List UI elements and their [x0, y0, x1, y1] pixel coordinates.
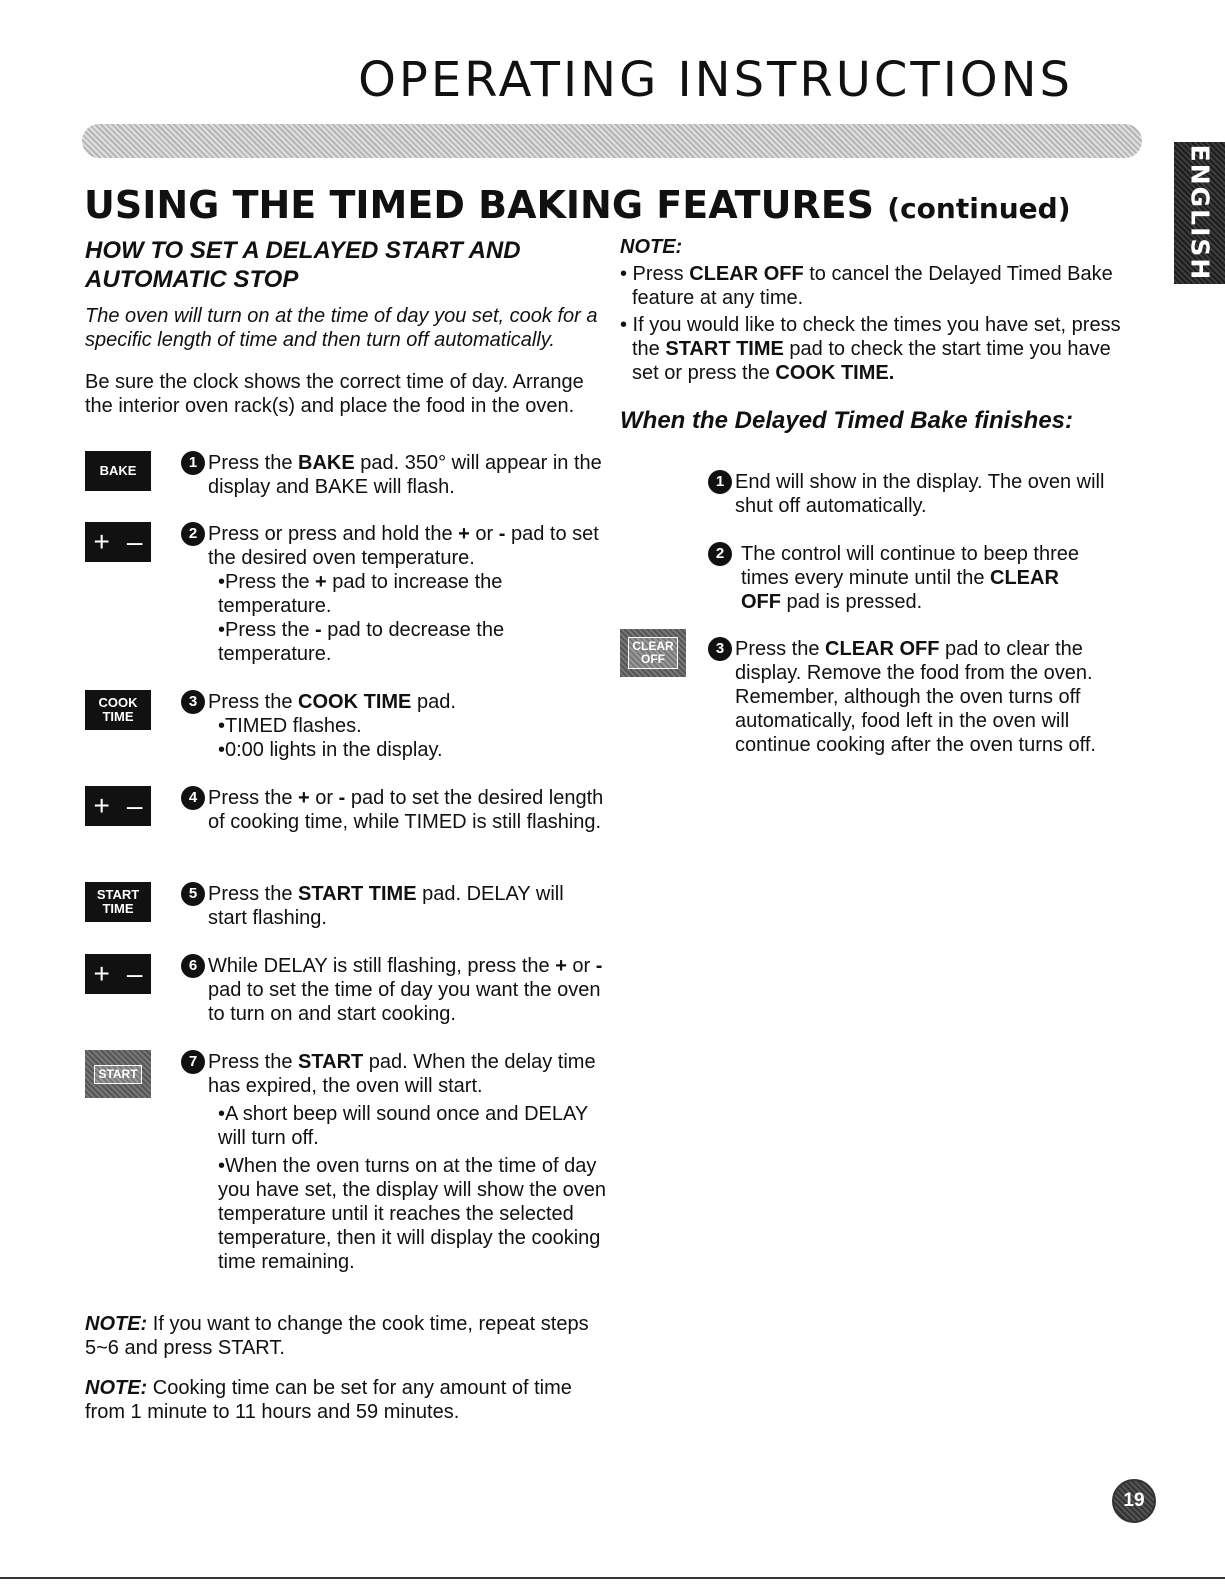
step-number: 1	[708, 470, 732, 494]
start-time-pad-icon: START TIME	[85, 882, 151, 922]
plus-minus-pad-icon: + –	[85, 522, 151, 562]
step-number: 6	[181, 954, 205, 978]
step-text: While DELAY is still flashing, press the + or - pad to set the time of day you want the oven to turn on and start cooking.	[208, 955, 603, 1025]
cook-time-pad-icon: COOK TIME	[85, 690, 151, 730]
bottom-rule	[0, 1577, 1225, 1579]
right-column	[620, 236, 1130, 756]
header-decorative-bar	[82, 124, 1142, 158]
plus-minus-pad-icon: + –	[85, 786, 151, 826]
right-note-label: NOTE:	[620, 236, 683, 258]
step-bullet: •TIMED flashes.	[218, 715, 362, 737]
step-number: 2	[181, 522, 205, 546]
step-text: End will show in the display. The oven will shut off automatically.	[735, 471, 1105, 517]
step-text: Press the CLEAR OFF pad to clear the display. Remove the food from the oven. Remember, although the oven turns off automatically, food left in the oven will continue cooking after the oven turns off.	[735, 638, 1096, 756]
note-cooking-time-range: NOTE: Cooking time can be set for any amount of time from 1 minute to 11 hours and 59 minutes.	[85, 1377, 572, 1423]
right-note-bullet: • If you would like to check the times you have set, press the START TIME pad to check the start time you have set or press the COOK TIME.	[620, 314, 1121, 384]
step-text: Press the COOK TIME pad. •TIMED flashes. •0:00 lights in the display.	[208, 690, 608, 762]
subheading: HOW TO SET A DELAYED START AND AUTOMATIC STOP	[85, 237, 521, 293]
step-number: 3	[708, 637, 732, 661]
step-bullet: •Press the + pad to increase the temperature.	[218, 571, 503, 617]
step-text: Press the + or - pad to set the desired length of cooking time, while TIMED is still flashing.	[208, 787, 604, 833]
step-text: Press the START pad. When the delay time has expired, the oven will start. •A short beep will sound once and DELAY will turn off. •When the oven turns on at the time of day you have set, the display will show the oven temperature until it reaches the selected temperature, then it will display the cooking time remaining.	[208, 1051, 606, 1273]
body-text: Be sure the clock shows the correct time of day. Arrange the interior oven rack(s) and place the food in the oven.	[85, 371, 584, 417]
finish-heading: When the Delayed Timed Bake finishes:	[620, 407, 1074, 434]
step-text: Press the BAKE pad. 350° will appear in the display and BAKE will flash.	[208, 452, 602, 498]
language-tab-label: ENGLISH	[1185, 144, 1214, 282]
left-column	[85, 236, 606, 1423]
clear-off-pad-icon: CLEAR OFF	[620, 629, 686, 677]
section-title	[84, 183, 1071, 227]
bake-pad-icon: BAKE	[85, 451, 151, 491]
step-number: 7	[181, 1050, 205, 1074]
intro-text: The oven will turn on at the time of day you set, cook for a specific length of time and then turn off automatically.	[85, 305, 598, 351]
step-number: 2	[708, 542, 732, 566]
step-number: 1	[181, 451, 205, 475]
right-note-bullet: • Press CLEAR OFF to cancel the Delayed Timed Bake feature at any time.	[620, 263, 1113, 309]
step-number: 5	[181, 882, 205, 906]
language-tab	[1174, 142, 1225, 284]
step-number: 4	[181, 786, 205, 810]
step-bullet: •When the oven turns on at the time of day you have set, the display will show the oven temperature until it reaches the selected temperature, then it will display the cooking time remaining.	[218, 1155, 606, 1273]
start-pad-icon: START	[85, 1050, 151, 1098]
step-text: Press the START TIME pad. DELAY will start flashing.	[208, 883, 564, 929]
step-text: The control will continue to beep three times every minute until the CLEAR OFF pad is pressed.	[741, 543, 1079, 613]
section-title-suffix: (continued)	[887, 192, 1071, 225]
step-bullet: •Press the - pad to decrease the temperature.	[218, 619, 505, 665]
step-bullet: •A short beep will sound once and DELAY will turn off.	[218, 1103, 588, 1149]
section-title-main: USING THE TIMED BAKING FEATURES	[84, 183, 875, 227]
step-text: Press or press and hold the + or - pad to set the desired oven temperature. •Press the + pad to increase the temperature. •Press the - pad to decrease the temperature.	[208, 522, 608, 666]
page-header-title: OPERATING INSTRUCTIONS	[358, 52, 1073, 108]
step-number: 3	[181, 690, 205, 714]
step-bullet: •0:00 lights in the display.	[218, 739, 443, 761]
note-change-cook-time: NOTE: If you want to change the cook time, repeat steps 5~6 and press START.	[85, 1313, 589, 1359]
plus-minus-pad-icon: + –	[85, 954, 151, 994]
page-number-badge: 19	[1112, 1479, 1156, 1523]
